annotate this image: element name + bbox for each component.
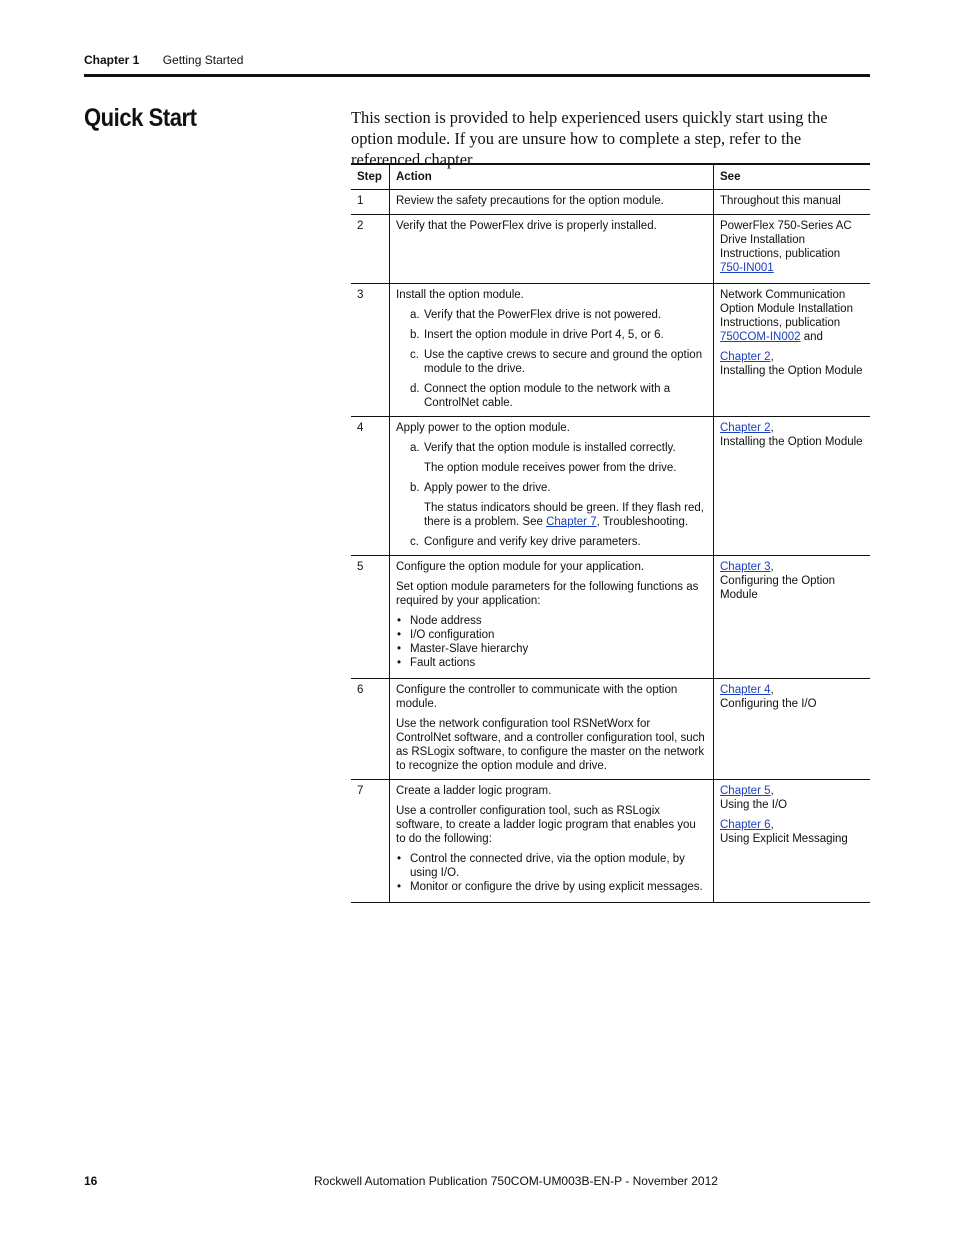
list-item: • Master-Slave hierarchy bbox=[396, 642, 707, 656]
table-row bbox=[351, 190, 870, 215]
sub-step: b. Apply power to the drive. bbox=[410, 482, 551, 494]
step-cell: 6 bbox=[351, 679, 390, 780]
see-cell: Chapter 4, Configuring the I/O bbox=[714, 679, 871, 780]
list-item: • Node address bbox=[396, 614, 707, 628]
action-text: Create a ladder logic program. bbox=[396, 785, 552, 797]
sub-step: a. Verify that the PowerFlex drive is not powered. bbox=[410, 309, 662, 321]
publication-link[interactable]: 750COM-IN002 bbox=[720, 331, 801, 343]
list-item: • I/O configuration bbox=[396, 628, 707, 642]
action-text: Configure the controller to communicate with the option module. bbox=[396, 684, 678, 710]
quick-start-table bbox=[351, 163, 870, 903]
step-cell: 2 bbox=[351, 215, 390, 284]
chapter-link[interactable]: Chapter 3 bbox=[720, 561, 771, 573]
sub-step: d. Connect the option module to the network with a ControlNet cable. bbox=[410, 383, 671, 409]
sub-step: b. Insert the option module in drive Port 4, 5, or 6. bbox=[410, 329, 664, 341]
intro-paragraph: This section is provided to help experienced users quickly start using the option module. If you are unsure how to complete a step, refer to the referenced chapter. bbox=[351, 108, 828, 169]
chapter-link[interactable]: Chapter 5 bbox=[720, 785, 771, 797]
list-item: • Fault actions bbox=[396, 656, 707, 670]
table-row bbox=[351, 556, 870, 679]
page-number: 16 bbox=[84, 1174, 98, 1188]
table-row bbox=[351, 284, 870, 417]
chapter-link[interactable]: Chapter 7 bbox=[546, 516, 597, 528]
see-cell: Chapter 2, Installing the Option Module bbox=[714, 417, 871, 556]
action-cell bbox=[390, 284, 714, 417]
see-text: PowerFlex 750-Series AC Drive Installation Instructions, publication bbox=[720, 220, 852, 260]
bullet-list bbox=[396, 614, 707, 670]
table-header-row bbox=[351, 164, 870, 190]
header-see: See bbox=[714, 164, 871, 190]
step-cell: 4 bbox=[351, 417, 390, 556]
action-cell bbox=[390, 417, 714, 556]
sub-step-note: The option module receives power from the drive. bbox=[424, 462, 677, 474]
see-cell: Network Communication Option Module Installation Instructions, publication 750COM-IN002 and Chapter 2, Installing the Option Module bbox=[714, 284, 871, 417]
list-item: • Control the connected drive, via the option module, by using I/O. bbox=[396, 852, 707, 880]
action-text: Review the safety precautions for the option module. bbox=[396, 195, 664, 207]
action-cell bbox=[390, 780, 714, 903]
see-text: Using Explicit Messaging bbox=[720, 833, 848, 845]
step-cell: 3 bbox=[351, 284, 390, 417]
action-cell bbox=[390, 215, 714, 284]
see-text: Throughout this manual bbox=[720, 195, 841, 207]
table-row bbox=[351, 417, 870, 556]
see-text: Using the I/O bbox=[720, 799, 788, 811]
table-row bbox=[351, 215, 870, 284]
see-cell: Chapter 3, Configuring the Option Module bbox=[714, 556, 871, 679]
chapter-link[interactable]: Chapter 2 bbox=[720, 422, 771, 434]
header-step: Step bbox=[351, 164, 390, 190]
section-label: Getting Started bbox=[162, 53, 244, 67]
sub-step: c. Use the captive crews to secure and ground the option module to the drive. bbox=[410, 349, 703, 375]
action-cell bbox=[390, 190, 714, 215]
chapter-label: Chapter 1 bbox=[84, 53, 140, 67]
action-paragraph: Set option module parameters for the following functions as required by your application: bbox=[396, 581, 699, 607]
action-cell bbox=[390, 679, 714, 780]
action-cell bbox=[390, 556, 714, 679]
page-title: Quick Start bbox=[84, 104, 197, 132]
publication-footer: Rockwell Automation Publication 750COM-UM003B-EN-P - November 2012 bbox=[314, 1174, 718, 1188]
step-cell: 7 bbox=[351, 780, 390, 903]
list-item: • Monitor or configure the drive by using explicit messages. bbox=[396, 880, 707, 894]
see-cell: Chapter 5, Using the I/O Chapter 6, Using Explicit Messaging bbox=[714, 780, 871, 903]
running-header bbox=[84, 53, 243, 67]
chapter-link[interactable]: Chapter 4 bbox=[720, 684, 771, 696]
see-text: Configuring the I/O bbox=[720, 698, 817, 710]
action-text: Verify that the PowerFlex drive is properly installed. bbox=[396, 220, 657, 232]
action-text: Apply power to the option module. bbox=[396, 422, 570, 434]
publication-link[interactable]: 750-IN001 bbox=[720, 262, 774, 274]
see-cell bbox=[714, 215, 871, 284]
sub-step-note: The status indicators should be green. If they flash red, there is a problem. See Chapter 7, Troubleshooting. bbox=[424, 502, 704, 528]
header-rule bbox=[84, 74, 870, 77]
bullet-list bbox=[396, 852, 707, 894]
chapter-link[interactable]: Chapter 2 bbox=[720, 351, 771, 363]
see-text: Network Communication Option Module Installation Instructions, publication bbox=[720, 289, 853, 329]
action-text: Install the option module. bbox=[396, 289, 524, 301]
see-text: Configuring the Option Module bbox=[720, 575, 836, 601]
table-row bbox=[351, 780, 870, 903]
see-cell bbox=[714, 190, 871, 215]
see-text: Installing the Option Module bbox=[720, 436, 863, 448]
sub-step: a. Verify that the option module is installed correctly. bbox=[410, 442, 676, 454]
action-text: Configure the option module for your application. bbox=[396, 561, 645, 573]
see-text: Installing the Option Module bbox=[720, 365, 863, 377]
action-paragraph: Use a controller configuration tool, such as RSLogix software, to create a ladder logic program that enables you to do the following: bbox=[396, 805, 696, 845]
chapter-link[interactable]: Chapter 6 bbox=[720, 819, 771, 831]
action-paragraph: Use the network configuration tool RSNetWorx for ControlNet software, and a controller configuration tool, such as RSLogix software, to configure the master on the network to recognize the option module and drive. bbox=[396, 718, 705, 772]
step-cell: 5 bbox=[351, 556, 390, 679]
header-action: Action bbox=[390, 164, 714, 190]
step-cell: 1 bbox=[351, 190, 390, 215]
table-row bbox=[351, 679, 870, 780]
sub-step: c. Configure and verify key drive parameters. bbox=[410, 536, 641, 548]
